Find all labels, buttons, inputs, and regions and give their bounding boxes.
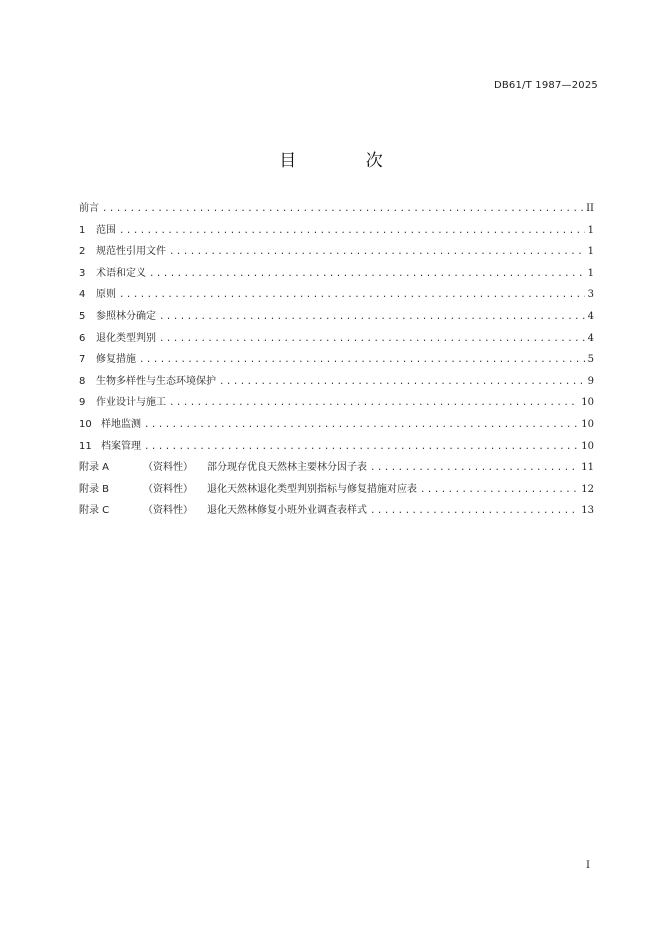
toc-entry-2[interactable] xyxy=(79,241,594,263)
toc-entry-1[interactable] xyxy=(79,220,594,242)
toc-entry-number: 5 xyxy=(79,310,86,322)
toc-entry-number: 1 xyxy=(79,224,86,236)
document-code: DB61/T 1987—2025 xyxy=(493,80,598,91)
toc-entry-page: 4 xyxy=(587,310,594,322)
toc-entry-3[interactable] xyxy=(79,263,594,285)
toc-entry-number: 附录 A xyxy=(79,462,110,474)
toc-leader-dots xyxy=(169,393,578,415)
toc-entry-appendix-a[interactable] xyxy=(79,457,594,479)
toc-entry-page: 4 xyxy=(587,332,594,344)
toc-leader-dots xyxy=(149,264,585,286)
page-number: I xyxy=(586,860,590,871)
toc-entry-number: 8 xyxy=(79,375,86,387)
page-title: 目 次 xyxy=(279,151,415,171)
toc-leader-dots xyxy=(420,480,578,502)
toc-entry-number: 9 xyxy=(79,397,86,409)
toc-entry-page: 10 xyxy=(581,418,594,430)
toc-entry-note: （资料性） xyxy=(143,505,193,517)
toc-leader-dots xyxy=(159,329,585,351)
toc-entry-page: II xyxy=(586,203,594,214)
toc-leader-dots xyxy=(144,437,578,459)
toc-entry-text: 修复措施 xyxy=(96,354,136,366)
toc-entry-text: 样地监测 xyxy=(101,418,141,430)
toc-entry-page: 13 xyxy=(581,505,594,517)
toc-leader-dots xyxy=(119,221,585,243)
toc-entry-number: 11 xyxy=(79,440,92,452)
toc-leader-dots xyxy=(370,501,578,523)
toc-entry-text: 退化类型判别 xyxy=(96,332,156,344)
toc-entry-appendix-c[interactable] xyxy=(79,500,594,522)
toc-entry-page: 12 xyxy=(581,483,594,495)
toc-entry-4[interactable] xyxy=(79,284,594,306)
toc-entry-6[interactable] xyxy=(79,328,594,350)
toc-entry-text: 退化天然林退化类型判别指标与修复措施对应表 xyxy=(207,483,417,495)
toc-entry-appendix-b[interactable] xyxy=(79,479,594,501)
toc-entry-text: 术语和定义 xyxy=(96,267,146,279)
toc-entry-number: 附录 C xyxy=(79,505,110,517)
toc-entry-text: 部分现存优良天然林主要林分因子表 xyxy=(207,462,367,474)
toc-entry-text: 规范性引用文件 xyxy=(96,246,166,258)
toc-entry-page: 5 xyxy=(587,354,594,366)
toc-entry-note: （资料性） xyxy=(143,462,193,474)
toc-entry-text: 范围 xyxy=(96,224,116,236)
toc-entry-8[interactable] xyxy=(79,371,594,393)
toc-entry-7[interactable] xyxy=(79,349,594,371)
toc-leader-dots xyxy=(119,285,585,307)
toc-leader-dots xyxy=(370,458,578,480)
toc-entry-text: 退化天然林修复小班外业调查表样式 xyxy=(207,505,367,517)
toc-entry-page: 11 xyxy=(581,462,594,474)
toc-entry-page: 1 xyxy=(587,224,594,236)
toc-entry-number: 6 xyxy=(79,332,86,344)
toc-entry-number: 附录 B xyxy=(79,483,110,495)
toc-entry-page: 3 xyxy=(587,289,594,301)
toc-leader-dots xyxy=(102,199,583,221)
table-of-contents xyxy=(79,198,594,522)
toc-entry-number: 2 xyxy=(79,246,86,258)
toc-entry-10[interactable] xyxy=(79,414,594,436)
toc-entry-9[interactable] xyxy=(79,392,594,414)
toc-entry-page: 10 xyxy=(581,440,594,452)
toc-entry-number: 7 xyxy=(79,354,86,366)
toc-entry-number: 3 xyxy=(79,267,86,279)
toc-entry-note: （资料性） xyxy=(143,483,193,495)
toc-leader-dots xyxy=(219,372,585,394)
toc-entry-page: 1 xyxy=(587,267,594,279)
toc-leader-dots xyxy=(139,350,585,372)
toc-entry-text: 参照林分确定 xyxy=(96,310,156,322)
toc-entry-page: 9 xyxy=(587,375,594,387)
toc-entry-text: 生物多样性与生态环境保护 xyxy=(96,375,216,387)
toc-leader-dots xyxy=(144,415,578,437)
toc-entry-text: 档案管理 xyxy=(101,440,141,452)
toc-leader-dots xyxy=(159,307,585,329)
toc-entry-foreword[interactable] xyxy=(79,198,594,220)
toc-entry-text: 前言 xyxy=(79,203,99,214)
toc-leader-dots xyxy=(169,242,585,264)
toc-entry-text: 原则 xyxy=(96,289,116,301)
toc-entry-5[interactable] xyxy=(79,306,594,328)
toc-entry-page: 10 xyxy=(581,397,594,409)
toc-entry-page: 1 xyxy=(587,246,594,258)
toc-entry-number: 10 xyxy=(79,418,92,430)
toc-entry-number: 4 xyxy=(79,289,86,301)
toc-entry-text: 作业设计与施工 xyxy=(96,397,166,409)
toc-entry-11[interactable] xyxy=(79,436,594,458)
